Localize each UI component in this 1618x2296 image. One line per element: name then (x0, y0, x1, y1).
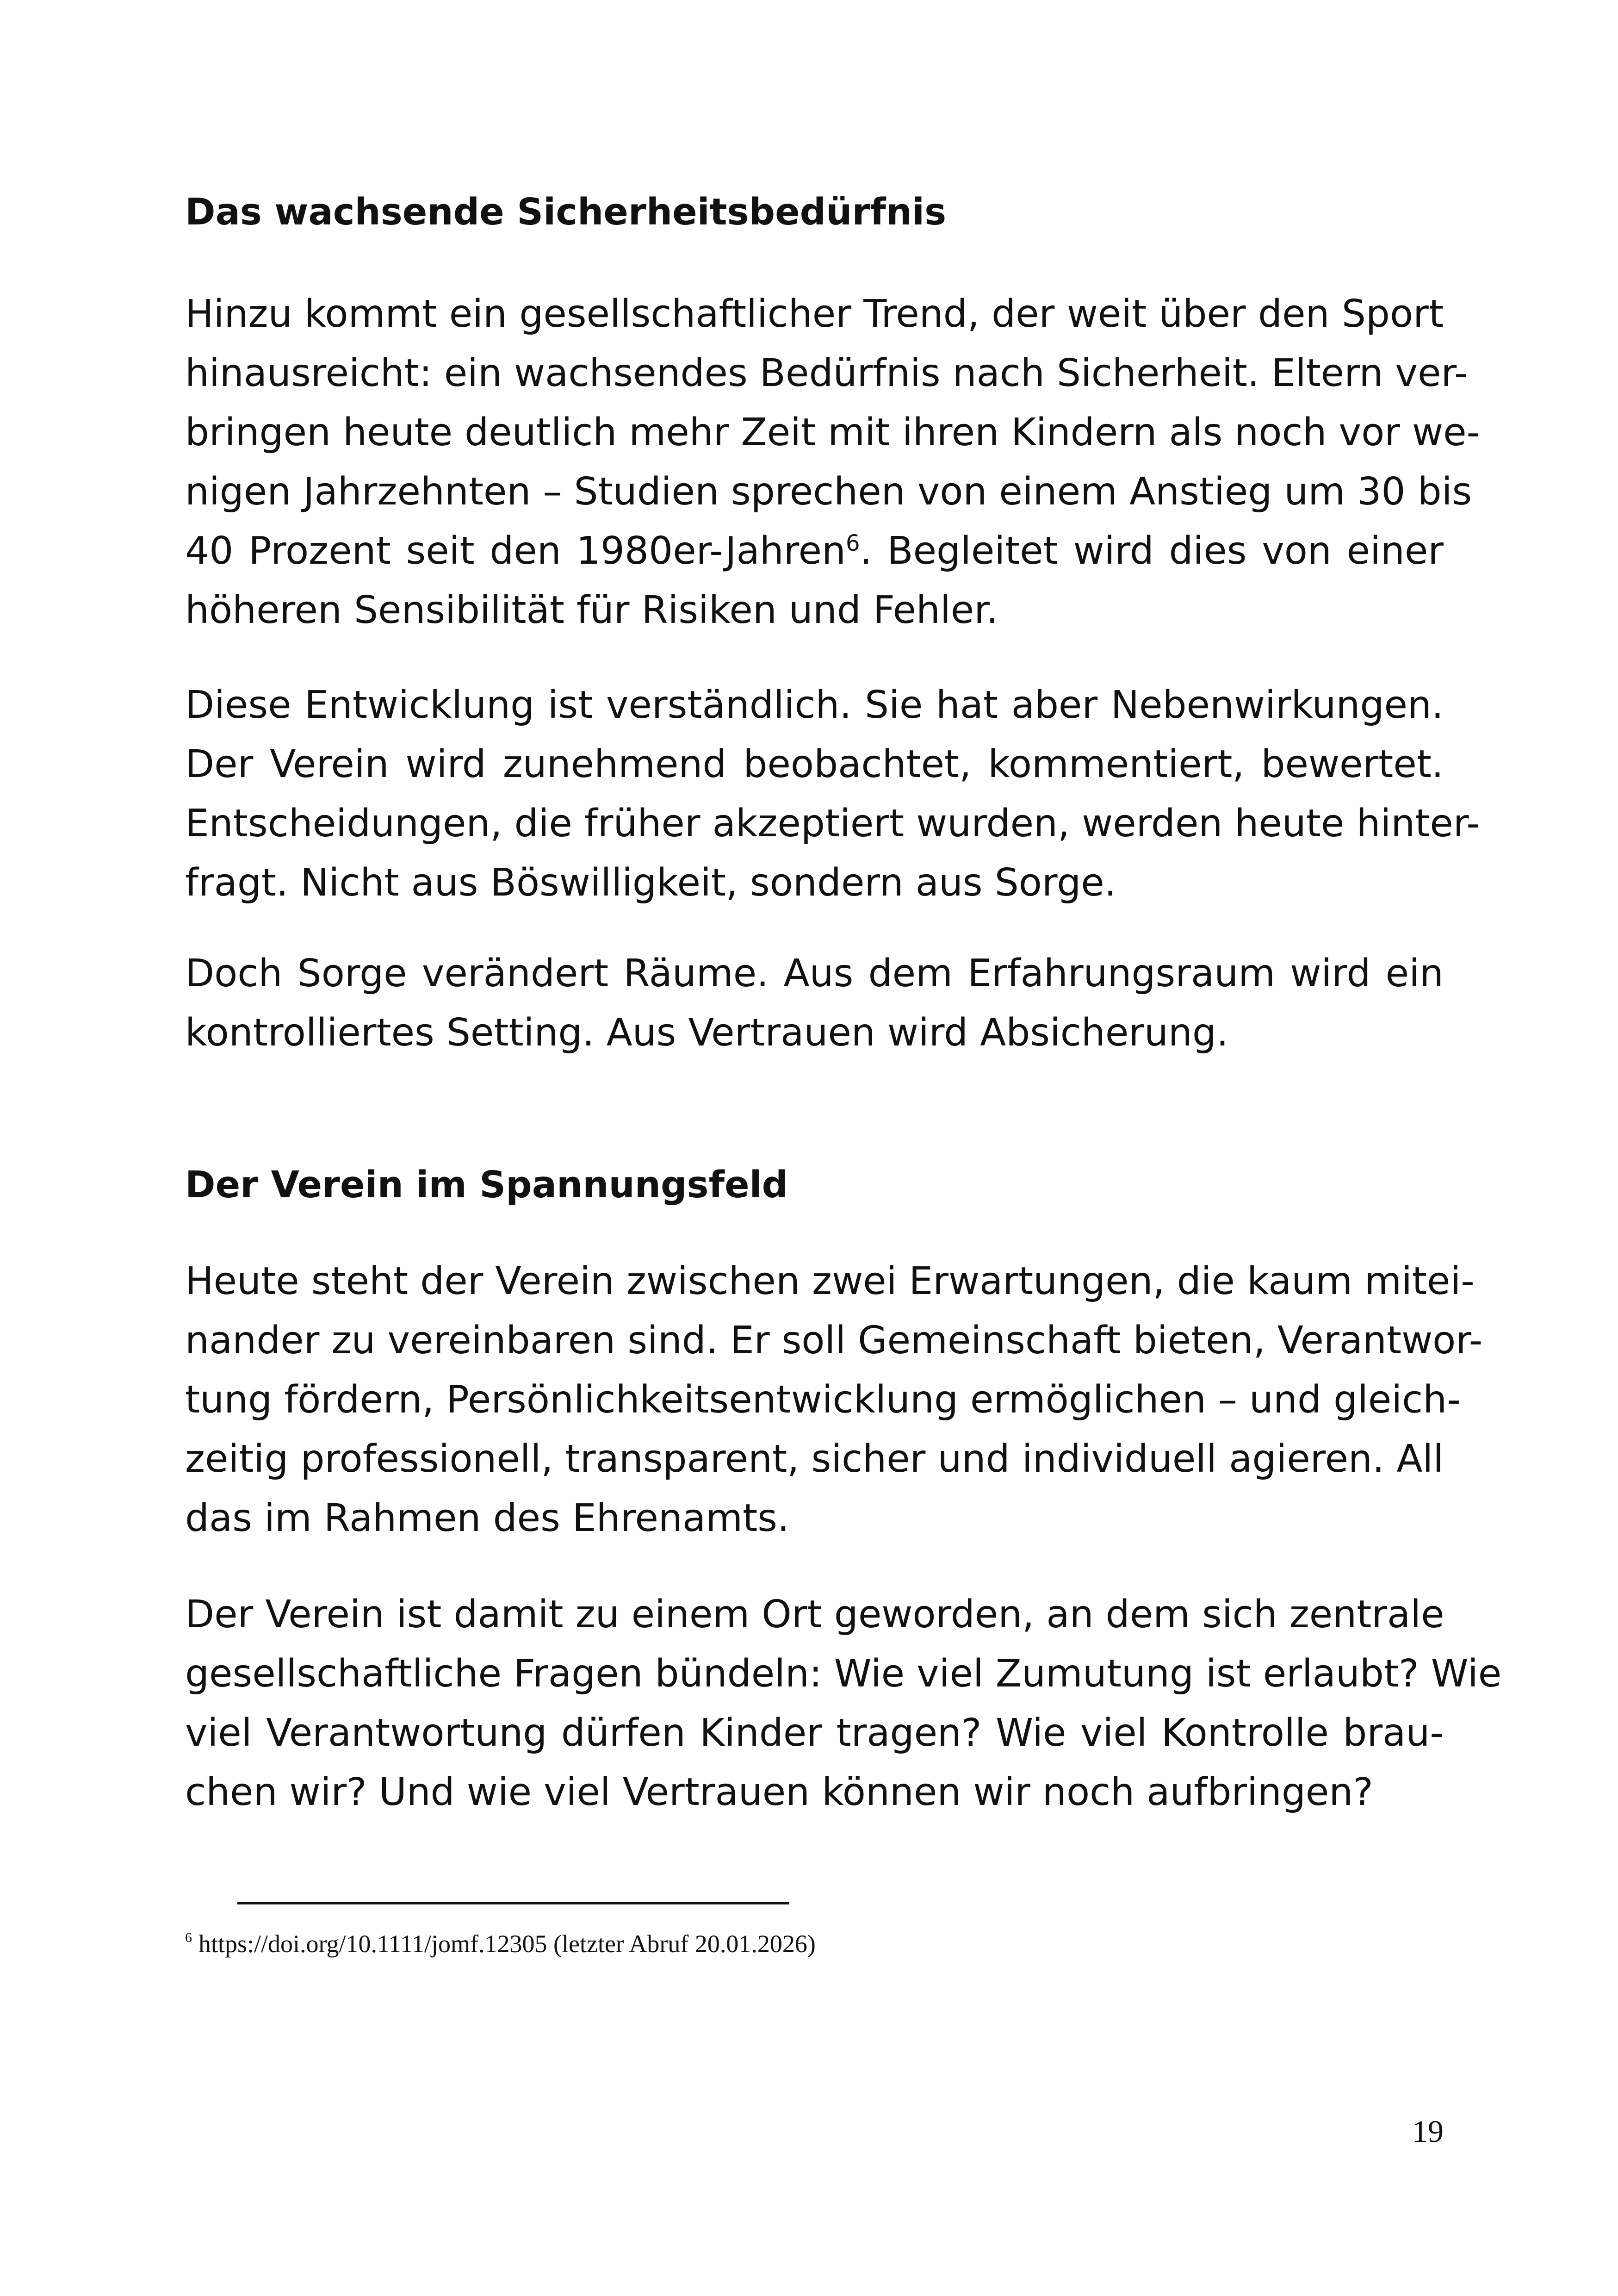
section-heading-spannungsfeld: Der Verein im Spannungsfeld (185, 1164, 788, 1206)
paragraph-line: tung fördern, Persönlichkeitsentwicklung ermöglichen – und gleich- (185, 1378, 1461, 1422)
paragraph-line: nigen Jahrzehnten – Studien sprechen von einem Anstieg um 30 bis (185, 470, 1472, 514)
footnote-reference[interactable]: 6 (846, 530, 860, 556)
paragraph-line: viel Verantwortung dürfen Kinder tragen? Wie viel Kontrolle brau- (185, 1711, 1444, 1755)
footnote-link[interactable]: https://doi.org/10.1111/jomf.12305 (letzter Abruf 20.01.2026) (198, 1930, 816, 1958)
line-text-after-ref: . Begleitet wird dies von einer (860, 529, 1444, 573)
paragraph-line: Entscheidungen, die früher akzeptiert wurden, werden heute hinter- (185, 802, 1480, 846)
document-page (185, 0, 1502, 2296)
paragraph-line: chen wir? Und wie viel Vertrauen können wir noch aufbringen? (185, 1770, 1373, 1814)
paragraph-line: höheren Sensibilität für Risiken und Fehler. (185, 588, 998, 632)
paragraph-line: Heute steht der Verein zwischen zwei Erwartungen, die kaum mitei- (185, 1259, 1475, 1303)
footnote-marker: 6 (185, 1930, 192, 1945)
paragraph-line: Der Verein ist damit zu einem Ort geworden, an dem sich zentrale (185, 1593, 1444, 1636)
page-number: 19 (1412, 2114, 1444, 2149)
paragraph-line: Hinzu kommt ein gesellschaftlicher Trend, der weit über den Sport (185, 292, 1444, 336)
paragraph-line: fragt. Nicht aus Böswilligkeit, sondern aus Sorge. (185, 861, 1116, 905)
paragraph-line: Der Verein wird zunehmend beobachtet, kommentiert, bewertet. (185, 742, 1444, 786)
paragraph-1 (185, 285, 1481, 640)
paragraph-line: kontrolliertes Setting. Aus Vertrauen wird Absicherung. (185, 1011, 1229, 1055)
paragraph-line: das im Rahmen des Ehrenamts. (185, 1496, 790, 1540)
footnote-divider (237, 1902, 789, 1904)
paragraph-3 (185, 944, 1444, 1063)
line-text-before-ref: 40 Prozent seit den 1980er-Jahren (185, 529, 846, 573)
paragraph-5 (185, 1585, 1502, 1822)
paragraph-line-with-footnote (185, 522, 1444, 581)
paragraph-line: zeitig professionell, transparent, sicher und individuell agieren. All (185, 1437, 1444, 1481)
paragraph-line: bringen heute deutlich mehr Zeit mit ihren Kindern als noch vor we- (185, 411, 1481, 454)
paragraph-line: hinausreicht: ein wachsendes Bedürfnis nach Sicherheit. Eltern ver- (185, 351, 1468, 395)
section-heading-sicherheitsbeduerfnis: Das wachsende Sicherheitsbedürfnis (185, 191, 947, 233)
paragraph-line: Doch Sorge verändert Räume. Aus dem Erfahrungsraum wird ein (185, 952, 1444, 996)
paragraph-line: Diese Entwicklung ist verständlich. Sie hat aber Nebenwirkungen. (185, 683, 1444, 727)
paragraph-line: gesellschaftliche Fragen bündeln: Wie viel Zumutung ist erlaubt? Wie (185, 1652, 1502, 1696)
paragraph-line: nander zu vereinbaren sind. Er soll Gemeinschaft bieten, Verantwor- (185, 1319, 1483, 1363)
paragraph-4 (185, 1252, 1483, 1548)
footnote (185, 1928, 816, 1960)
paragraph-2 (185, 676, 1480, 913)
